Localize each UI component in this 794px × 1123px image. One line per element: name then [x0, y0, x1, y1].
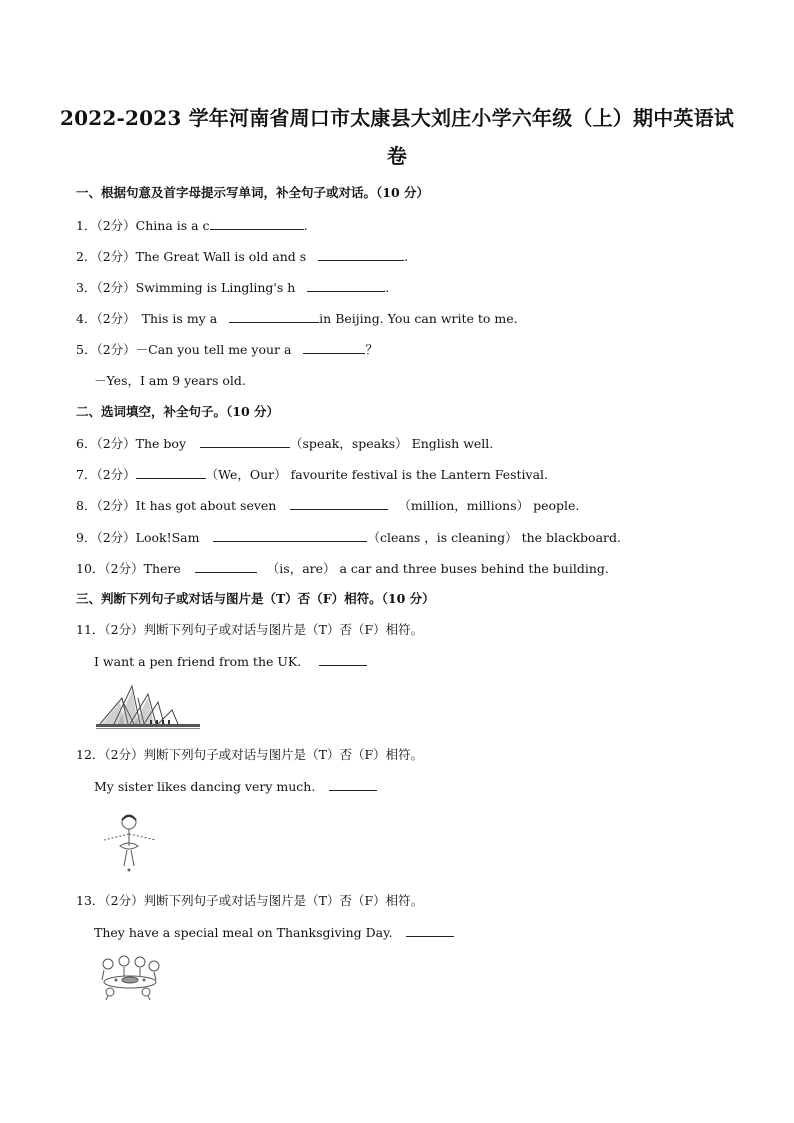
question-score: （2分）: [96, 498, 136, 513]
answer-blank[interactable]: [195, 560, 257, 573]
question-7: [76, 466, 548, 483]
question-text: The boy: [135, 436, 187, 451]
question-6: [76, 435, 493, 452]
exam-title-line2: 卷: [386, 144, 408, 168]
answer-blank[interactable]: [406, 924, 454, 937]
section-2-heading: 二、选词填空，补全句子。（10 分）: [76, 404, 279, 419]
question-number: 11．: [76, 622, 105, 637]
answer-blank[interactable]: [290, 497, 388, 510]
question-score: （2分）: [96, 280, 136, 295]
question-text: －Can you tell me your a: [135, 342, 292, 357]
question-11: [76, 622, 423, 638]
question-score: （2分）: [96, 311, 136, 326]
question-number: 6．: [76, 436, 97, 451]
question-number: 4．: [76, 311, 97, 326]
section-1-heading: 一、根据句意及首字母提示写单词，补全句子或对话。（10 分）: [76, 185, 429, 200]
question-12: [76, 747, 423, 763]
question-options: （is，are） a car and three buses behind the building.: [266, 561, 609, 576]
question-score: （2分）: [96, 249, 136, 264]
exam-title-line1: 2022-2023 学年河南省周口市太康县大刘庄小学六年级（上）期中英语试: [60, 106, 734, 130]
question-number: 12．: [76, 747, 105, 762]
answer-blank[interactable]: [303, 341, 365, 354]
answer-blank[interactable]: [329, 778, 377, 791]
question-score: （2分）: [104, 747, 144, 762]
answer-blank[interactable]: [136, 466, 206, 479]
question-8: [76, 497, 579, 514]
question-number: 9．: [76, 530, 97, 545]
question-text-end: .: [404, 249, 409, 264]
question-2: [76, 248, 408, 265]
question-1: [76, 217, 308, 234]
question-text-end: .: [303, 218, 308, 233]
question-number: 2．: [76, 249, 97, 264]
answer-blank[interactable]: [200, 435, 290, 448]
question-text-end: in Beijing. You can write to me.: [319, 311, 518, 326]
answer-blank[interactable]: [229, 310, 319, 323]
question-text: Look!Sam: [135, 530, 200, 545]
question-5-reply: －Yes，I am 9 years old.: [94, 373, 246, 388]
sentence-text: I want a pen friend from the UK.: [94, 654, 302, 669]
question-options: （cleans ，is cleaning） the blackboard.: [367, 530, 621, 545]
question-4: [76, 310, 518, 327]
question-10: [76, 560, 609, 577]
question-number: 3．: [76, 280, 97, 295]
question-score: （2分）: [104, 893, 144, 908]
question-number: 7．: [76, 467, 97, 482]
answer-blank[interactable]: [210, 217, 304, 230]
question-number: 13．: [76, 893, 105, 908]
question-score: （2分）: [96, 467, 136, 482]
question-score: （2分）: [104, 622, 144, 637]
question-text-end: .: [385, 280, 390, 295]
opera-house-image: [94, 684, 202, 732]
sentence-text: My sister likes dancing very much.: [94, 779, 316, 794]
section-3-heading: 三、判断下列句子或对话与图片是（T）否（F）相符。（10 分）: [76, 591, 435, 606]
question-text-end: ？: [365, 342, 378, 357]
question-score: （2分）: [96, 342, 136, 357]
question-prompt: 判断下列句子或对话与图片是（T）否（F）相符。: [143, 622, 424, 637]
question-text: The Great Wall is old and s: [135, 249, 307, 264]
question-text: Swimming is Lingling's h: [135, 280, 296, 295]
question-9: [76, 529, 621, 546]
question-score: （2分）: [96, 436, 136, 451]
question-score: （2分）: [96, 218, 136, 233]
question-5: [76, 341, 378, 358]
dancing-girl-image: [94, 810, 164, 874]
question-number: 8．: [76, 498, 97, 513]
question-number: 10．: [76, 561, 105, 576]
sentence-text: They have a special meal on Thanksgiving Day.: [94, 925, 393, 940]
question-12-sentence: [94, 778, 377, 795]
question-prompt: 判断下列句子或对话与图片是（T）否（F）相符。: [143, 893, 424, 908]
question-11-sentence: [94, 653, 367, 670]
question-prompt: 判断下列句子或对话与图片是（T）否（F）相符。: [143, 747, 424, 762]
question-text: This is my a: [141, 311, 218, 326]
question-13-sentence: [94, 924, 454, 941]
answer-blank[interactable]: [213, 529, 367, 542]
question-options: （We，Our） favourite festival is the Lantern Festival.: [205, 467, 549, 482]
answer-blank[interactable]: [319, 653, 367, 666]
question-score: （2分）: [96, 530, 136, 545]
question-3: [76, 279, 389, 296]
answer-blank[interactable]: [318, 248, 404, 261]
thanksgiving-meal-image: [94, 954, 166, 1000]
question-number: 5．: [76, 342, 97, 357]
question-options: （speak，speaks） English well.: [290, 436, 494, 451]
question-text: There: [143, 561, 181, 576]
question-score: （2分）: [104, 561, 144, 576]
question-number: 1．: [76, 218, 97, 233]
question-text: China is a c: [135, 218, 210, 233]
answer-blank[interactable]: [307, 279, 385, 292]
question-options: （million，millions） people.: [398, 498, 580, 513]
question-13: [76, 893, 423, 909]
question-text: It has got about seven: [135, 498, 277, 513]
